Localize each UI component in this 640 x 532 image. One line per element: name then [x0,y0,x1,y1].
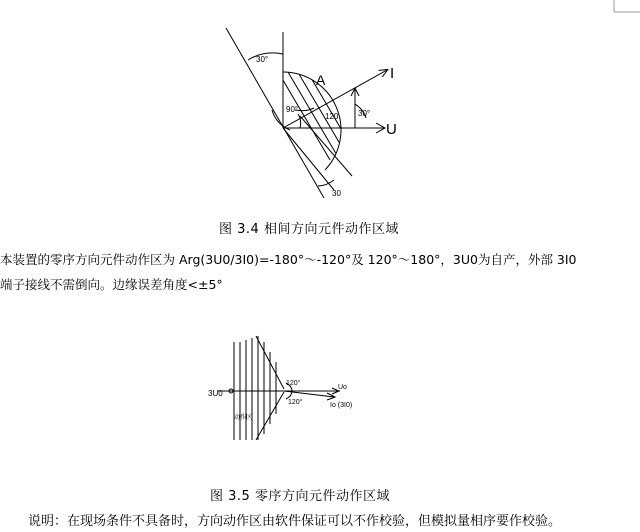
figure-zero-sequence-diagram [200,330,380,440]
label-current-i: I [390,65,395,82]
sector-arc [283,72,341,170]
label-io: Io (3I0) [330,402,353,409]
label-voltage-u: U [386,121,397,138]
page-corner-mark [600,0,640,20]
label-angle-90: 90° [286,105,299,114]
paragraph-line-1: 本装置的零序方向元件动作区为 Arg(3U0/3I0)=-180°～-120°及 120°～180°，3U0为自产，外部 3I0 [0,252,577,267]
figure-3-5-caption: 图 3.5 零序方向元件动作区域 [210,489,390,504]
label-angle-top: 30° [256,55,269,64]
label-region-a: A [316,72,326,88]
hatch-verticals [234,336,276,440]
label-angle-right: 30° [358,109,371,118]
label-angle-120: 120 [325,112,339,121]
figure-3-4-caption: 图 3.4 相间方向元件动作区域 [219,222,399,237]
label-3u0: 3U0 [208,389,223,398]
label-angle-bottom: 30 [332,189,341,198]
paragraph-line-2: 端子接线不需倒向。边缘误差角度<±5° [0,277,223,292]
label-angle-lower: 120° [288,399,303,406]
note-text: 说明：在现场条件不具备时，方向动作区由软件保证可以不作校验，但模拟量相序要作校验。 [28,514,562,529]
figure-phase-direction-diagram [200,20,420,210]
label-uo: Uo [338,384,347,391]
label-action-zone: 动作区 [234,415,253,421]
label-angle-upper: 120° [286,380,301,387]
